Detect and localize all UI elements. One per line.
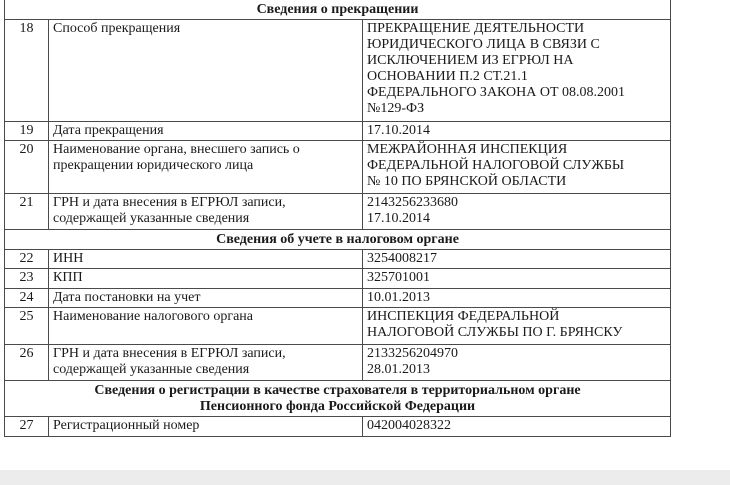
field-name: ГРН и дата внесения в ЕГРЮЛ записи, содержащей указанные сведения (49, 194, 363, 230)
row-number: 26 (5, 345, 49, 381)
field-name: Наименование налогового органа (49, 308, 363, 345)
table-row (5, 194, 671, 230)
row-number: 19 (5, 122, 49, 141)
field-value: 17.10.2014 (363, 122, 671, 141)
field-value: 3254008217 (363, 250, 671, 269)
section-header-row (5, 381, 671, 417)
field-value: 2133256204970 28.01.2013 (363, 345, 671, 381)
section-title: Сведения об учете в налоговом органе (5, 230, 671, 250)
row-number: 27 (5, 417, 49, 437)
section-title: Сведения о прекращении (5, 0, 671, 20)
field-value: 2143256233680 17.10.2014 (363, 194, 671, 230)
table-row (5, 417, 671, 437)
table-row (5, 122, 671, 141)
field-value: ПРЕКРАЩЕНИЕ ДЕЯТЕЛЬНОСТИ ЮРИДИЧЕСКОГО ЛИЦА В СВЯЗИ С ИСКЛЮЧЕНИЕМ ИЗ ЕГРЮЛ НА ОСНОВАНИИ П.2 СТ.21.1 ФЕДЕРАЛЬНОГО ЗАКОНА ОТ 08.08.2001 №129-ФЗ (363, 20, 671, 122)
section-header-row (5, 0, 671, 20)
field-name: ГРН и дата внесения в ЕГРЮЛ записи, содержащей указанные сведения (49, 345, 363, 381)
row-number: 18 (5, 20, 49, 122)
row-number: 24 (5, 289, 49, 308)
table-row (5, 20, 671, 122)
field-value: 325701001 (363, 269, 671, 289)
row-number: 22 (5, 250, 49, 269)
row-number: 20 (5, 141, 49, 194)
field-value: 042004028322 (363, 417, 671, 437)
section-header-row (5, 230, 671, 250)
field-name: Дата прекращения (49, 122, 363, 141)
field-value: МЕЖРАЙОННАЯ ИНСПЕКЦИЯ ФЕДЕРАЛЬНОЙ НАЛОГОВОЙ СЛУЖБЫ № 10 ПО БРЯНСКОЙ ОБЛАСТИ (363, 141, 671, 194)
field-name: Регистрационный номер (49, 417, 363, 437)
table-row (5, 345, 671, 381)
bottom-strip (0, 470, 730, 485)
field-name: Дата постановки на учет (49, 289, 363, 308)
field-value: 10.01.2013 (363, 289, 671, 308)
row-number: 23 (5, 269, 49, 289)
field-name: Способ прекращения (49, 20, 363, 122)
page-margin (675, 0, 730, 485)
row-number: 21 (5, 194, 49, 230)
table-row (5, 250, 671, 269)
table-row (5, 141, 671, 194)
field-value: ИНСПЕКЦИЯ ФЕДЕРАЛЬНОЙ НАЛОГОВОЙ СЛУЖБЫ ПО Г. БРЯНСКУ (363, 308, 671, 345)
field-name: КПП (49, 269, 363, 289)
field-name: ИНН (49, 250, 363, 269)
table-row (5, 289, 671, 308)
section-title: Сведения о регистрации в качестве страхователя в территориальном органе Пенсионного фонда Российской Федерации (5, 381, 671, 417)
table-row (5, 308, 671, 345)
field-name: Наименование органа, внесшего запись о прекращении юридического лица (49, 141, 363, 194)
table-row (5, 269, 671, 289)
row-number: 25 (5, 308, 49, 345)
egrul-extract-table (4, 0, 671, 437)
